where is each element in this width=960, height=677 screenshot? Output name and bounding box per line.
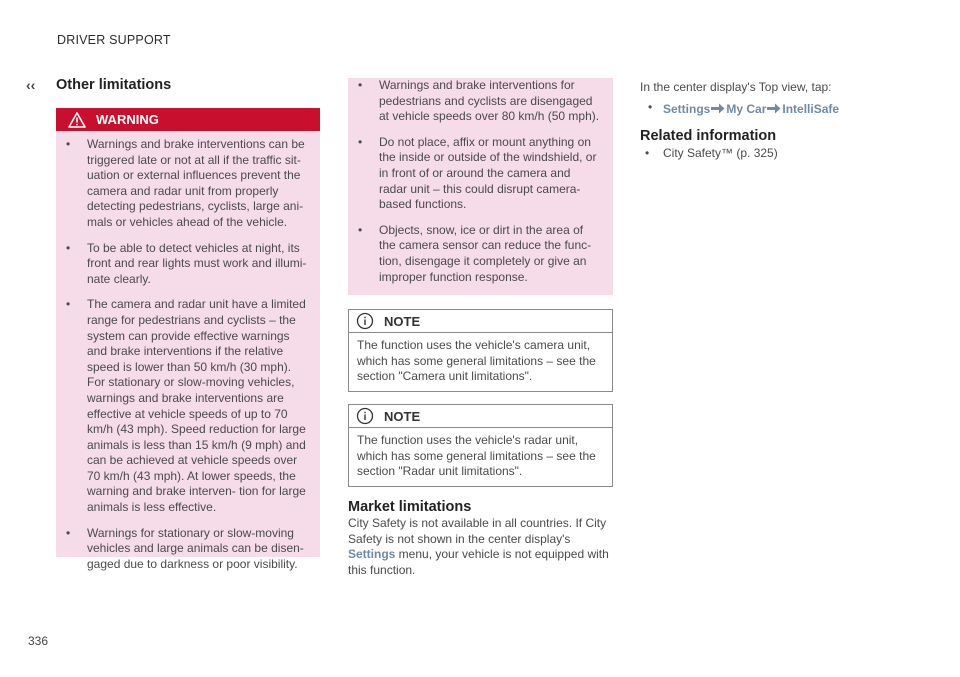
warning-title: WARNING [96, 112, 159, 127]
page-number: 336 [28, 634, 49, 648]
bullet-icon: • [66, 137, 71, 151]
related-list [640, 146, 900, 172]
bullet-icon: • [66, 240, 71, 255]
list-item: • Warnings and brake interventions can be triggered late or not at all if the traffic sit- uation or external influences prevent the camera and radar unit from properly detecting pedestrians, cyclists, large ani- mals or vehicles ahead of the vehicle. [66, 137, 305, 229]
back-arrows-icon[interactable]: ‹‹ [26, 77, 36, 93]
bullet-icon: • [358, 78, 363, 92]
menu-settings[interactable]: Settings [663, 102, 711, 116]
note-radar [348, 404, 613, 487]
note-title: NOTE [384, 408, 421, 424]
info-circle-icon [356, 312, 374, 330]
warning-list [56, 137, 308, 582]
heading-other-limitations: Other limitations [56, 77, 172, 93]
warning-box [56, 108, 320, 571]
menu-intellisafe[interactable]: IntelliSafe [782, 102, 840, 116]
note-camera [348, 309, 613, 392]
list-item: • Objects, snow, ice or dirt in the area of the camera sensor can reduce the func- tion, disengage it completely or give an improper function response. [358, 222, 592, 284]
bullet-icon: • [648, 100, 653, 114]
menu-intro: In the center display's Top view, tap: [640, 80, 832, 94]
arrow-right-icon [767, 103, 781, 114]
warning-header [56, 108, 320, 131]
list-item: • Warnings for stationary or slow-moving vehicles and large animals can be disen- gaged due to darkness or poor visibility. [66, 525, 304, 571]
heading-related-information: Related information [640, 128, 777, 144]
note-title: NOTE [384, 313, 421, 329]
heading-market-limitations: Market limitations [348, 499, 472, 515]
settings-link[interactable]: Settings [348, 547, 396, 562]
list-item: • The camera and radar unit have a limited range for pedestrians and cyclists – the system can provide effective warnings and brake interventions if the relative speed is lower than 50 km/h (30 mph). For stationary or slow-moving vehicles, warnings and brake interventions are effective at vehicle speeds of up to 70 km/h (43 mph). Speed reduction for large animals is less than 15 km/h (9 mph) and can be achieved at vehicle speeds over 70 km/h (43 mph). At lower speeds, the warning and brake interven- tion for large animals is less effective. [66, 297, 306, 515]
list-item: • To be able to detect vehicles at night, its front and rear lights must work and illumi- nate clearly. [66, 240, 307, 286]
bullet-icon: • [66, 525, 71, 540]
bullet-icon: • [358, 134, 363, 149]
arrow-right-icon [711, 103, 725, 114]
list-item[interactable] [640, 146, 900, 162]
bullet-icon: • [66, 297, 71, 312]
bullet-icon: • [645, 146, 650, 160]
warning-continuation-box [348, 78, 613, 295]
note-text: The function uses the vehicle's radar unit, which has some general limitations – see the section "Radar unit limitations". [357, 433, 596, 479]
menu-my-car[interactable]: My Car [726, 102, 767, 116]
list-item: • Warnings and brake interventions for pedestrians and cyclists are disengaged at vehicle speeds over 80 km/h (50 mph). [358, 78, 600, 124]
related-link-city-safety[interactable]: City Safety™ (p. 325) [663, 146, 778, 160]
info-circle-icon [356, 407, 374, 425]
warning-triangle-icon [68, 112, 86, 128]
warning-continuation-list [348, 78, 601, 295]
list-item: • Do not place, affix or mount anything on the inside or outside of the windshield, or in front of or around the camera and radar unit – this could disrupt camera- based functions. [358, 134, 597, 212]
market-limitations-text: City Safety is not available in all countries. If City Safety is not shown in the center display's Settings menu, your vehicle is not equipped with this function. [348, 516, 609, 577]
bullet-icon: • [358, 222, 363, 237]
section-title: DRIVER SUPPORT [57, 33, 171, 47]
note-text: The function uses the vehicle's camera unit, which has some general limitations – see the section "Camera unit limitations". [357, 338, 596, 384]
